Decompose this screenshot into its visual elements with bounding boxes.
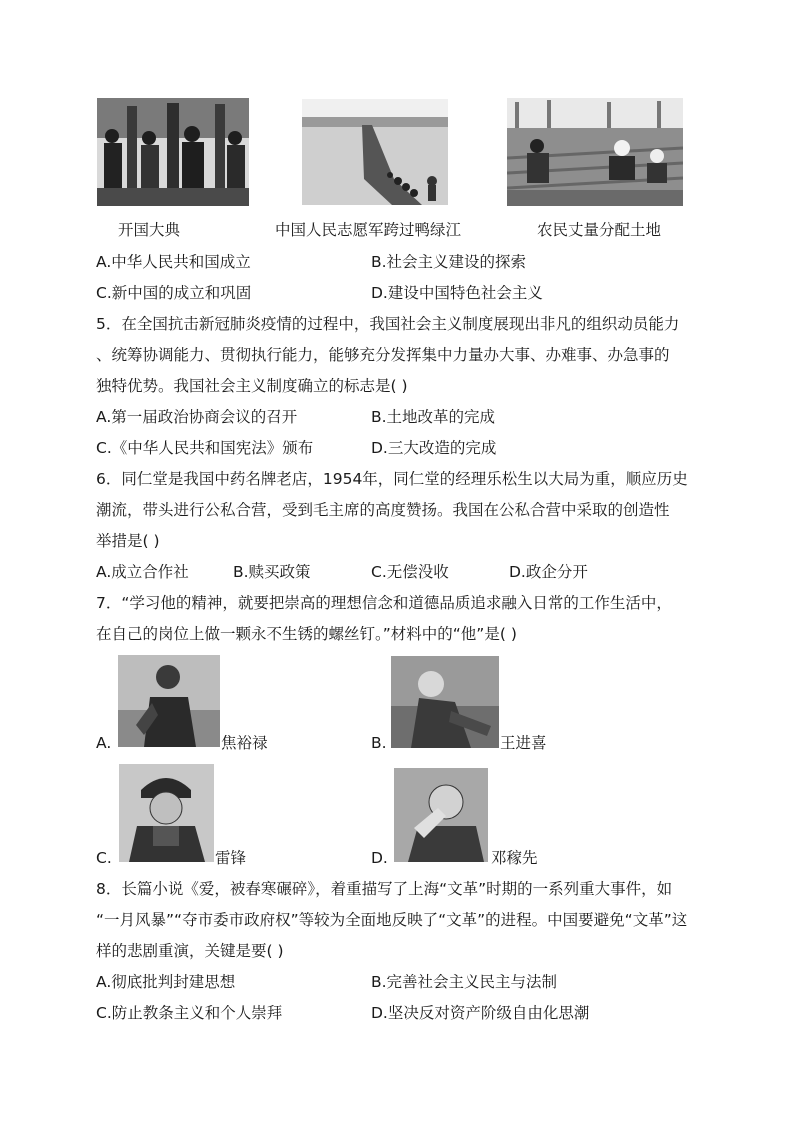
q6-stem-line-3: 举措是( )	[96, 532, 160, 550]
q6-option-b: B.赎买政策	[233, 563, 311, 581]
q6-option-d: D.政企分开	[509, 563, 588, 581]
q5-stem-line-3: 独特优势。我国社会主义制度确立的标志是( )	[96, 377, 408, 395]
q8-option-a: A.彻底批判封建思想	[96, 973, 236, 991]
q6-stem-line-1: 6．同仁堂是我国中药名牌老店，1954年，同仁堂的经理乐松生以大局为重，顺应历史	[96, 470, 688, 488]
photo-deng-jiaxian	[394, 768, 488, 862]
q5-option-c: C.《中华人民共和国宪法》颁布	[96, 439, 314, 457]
caption-founding-ceremony: 开国大典	[118, 221, 181, 239]
q7-option-a-letter: A.	[96, 734, 112, 752]
q4-option-d: D.建设中国特色社会主义	[371, 284, 543, 302]
q6-option-c: C.无偿没收	[371, 563, 449, 581]
q6-option-a: A.成立合作社	[96, 563, 189, 581]
caption-volunteer-army: 中国人民志愿军跨过鸭绿江	[275, 221, 462, 239]
photo-lei-feng	[119, 764, 214, 862]
q7-option-b-letter: B.	[371, 734, 387, 752]
q5-option-b: B.土地改革的完成	[371, 408, 496, 426]
q5-option-d: D.三大改造的完成	[371, 439, 497, 457]
photo-wang-jinxi	[391, 656, 499, 748]
q7-option-c-letter: C.	[96, 849, 112, 867]
q8-option-c: C.防止教条主义和个人崇拜	[96, 1004, 283, 1022]
photo-jiao-yulu	[118, 655, 220, 747]
q4-option-b: B.社会主义建设的探索	[371, 253, 527, 271]
q7-option-d-letter: D.	[371, 849, 388, 867]
q7-stem-line-1: 7．“学习他的精神，就要把崇高的理想信念和道德品质追求融入日常的工作生活中，	[96, 594, 672, 612]
q8-option-b: B.完善社会主义民主与法制	[371, 973, 558, 991]
q5-option-a: A.第一届政治协商会议的召开	[96, 408, 298, 426]
q8-stem-line-3: 样的悲剧重演，关键是要( )	[96, 942, 284, 960]
q8-option-d: D.坚决反对资产阶级自由化思潮	[371, 1004, 590, 1022]
q5-stem-line-1: 5．在全国抗击新冠肺炎疫情的过程中，我国社会主义制度展现出非凡的组织动员能力	[96, 315, 680, 333]
q4-option-a: A.中华人民共和国成立	[96, 253, 251, 271]
photo-volunteer-army-crossing-yalu	[302, 99, 448, 205]
q4-option-c: C.新中国的成立和巩固	[96, 284, 252, 302]
photo-founding-ceremony	[97, 98, 249, 206]
q7-option-d-name: 邓稼先	[491, 849, 538, 867]
q7-option-c-name: 雷锋	[215, 849, 247, 867]
photo-farmers-measuring-land	[507, 98, 683, 206]
q8-stem-line-2: “一月风暴”“夺市委市政府权”等较为全面地反映了“文革”的进程。中国要避免“文革”这	[96, 911, 688, 929]
caption-farmers-land: 农民丈量分配土地	[537, 221, 662, 239]
q7-option-a-name: 焦裕禄	[221, 734, 268, 752]
q7-option-b-name: 王进喜	[500, 734, 547, 752]
q5-stem-line-2: 、统筹协调能力、贯彻执行能力，能够充分发挥集中力量办大事、办难事、办急事的	[96, 346, 670, 364]
q6-stem-line-2: 潮流，带头进行公私合营，受到毛主席的高度赞扬。我国在公私合营中采取的创造性	[96, 501, 670, 519]
q8-stem-line-1: 8．长篇小说《爱，被春寒碾碎》，着重描写了上海“文革”时期的一系列重大事件，如	[96, 880, 673, 898]
q7-stem-line-2: 在自己的岗位上做一颗永不生锈的螺丝钉。”材料中的“他”是( )	[96, 625, 517, 643]
